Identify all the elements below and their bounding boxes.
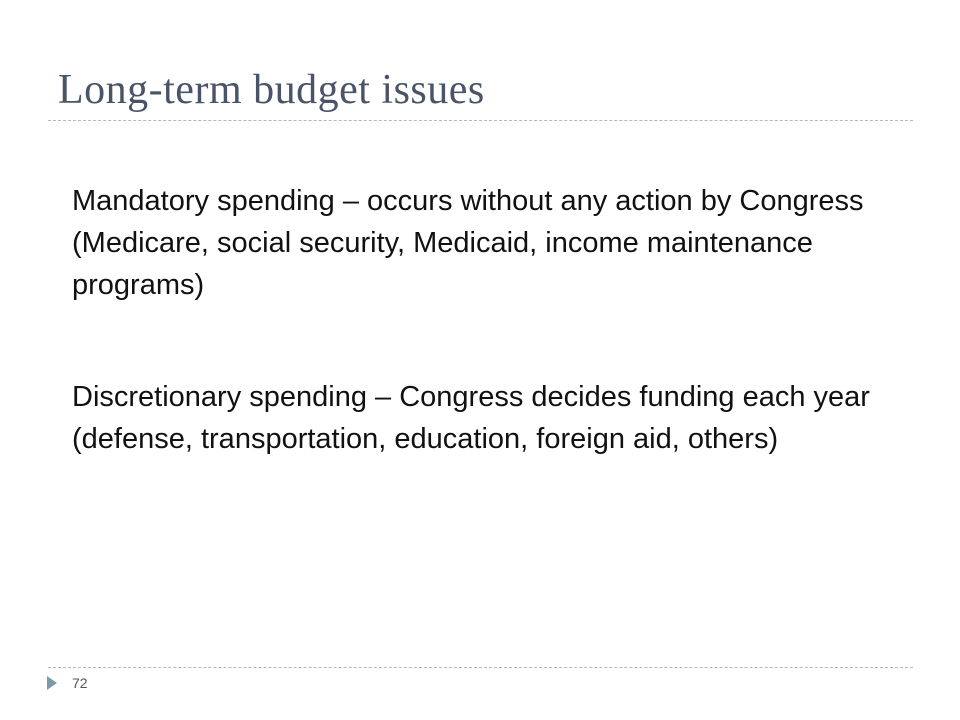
title-divider — [48, 120, 913, 121]
slide-title: Long-term budget issues — [58, 67, 485, 113]
paragraph-discretionary-spending: Discretionary spending – Congress decides funding each year (defense, transportation, education, foreign aid, others) — [72, 381, 870, 455]
footer-divider — [48, 667, 913, 668]
triangle-right-icon — [47, 676, 57, 690]
paragraph-mandatory-spending: Mandatory spending – occurs without any action by Congress (Medicare, social security, Medicaid, income maintenance programs) — [72, 185, 864, 301]
slide-number: 72 — [72, 675, 88, 691]
